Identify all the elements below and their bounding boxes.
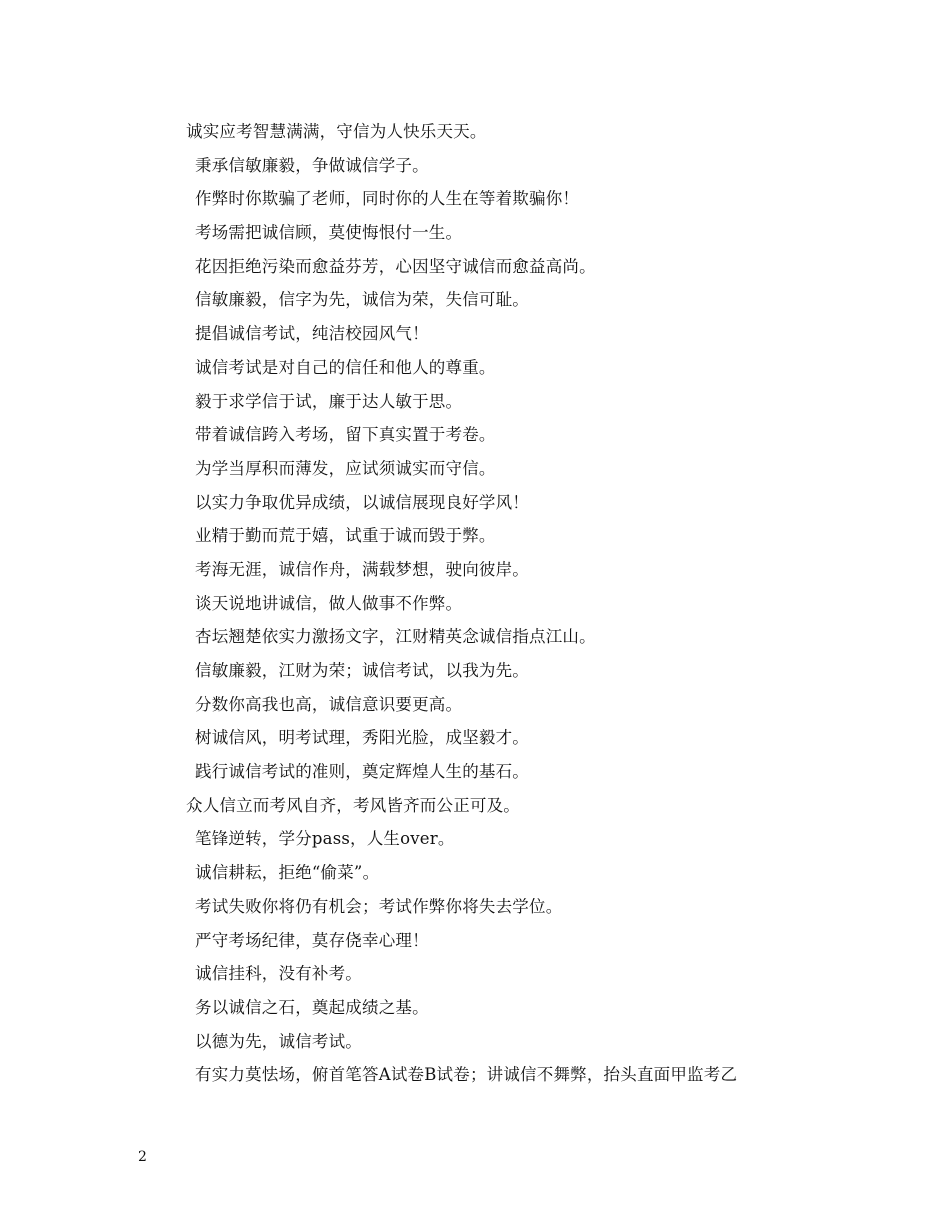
page-number: 2 — [138, 1149, 147, 1165]
text-line-6: 信敏廉毅，信字为先，诚信为荣，失信可耻。 — [195, 290, 529, 310]
text-line-25: 严守考场纪律，莫存侥幸心理！ — [195, 930, 429, 950]
text-line-17: 信敏廉毅，江财为荣；诚信考试，以我为先。 — [195, 661, 529, 680]
document-body — [186, 115, 886, 1092]
text-line-3: 作弊时你欺骗了老师，同时你的人生在等着欺骗你！ — [195, 189, 580, 209]
text-line-19: 树诚信风，明考试理，秀阳光脸，成坚毅才。 — [195, 728, 529, 748]
text-line-11: 为学当厚积而薄发，应试须诚实而守信。 — [195, 458, 496, 478]
text-line-21: 众人信立而考风自齐，考风皆齐而公正可及。 — [186, 795, 520, 815]
text-line-23: 诚信耕耘，拒绝“偷菜”。 — [195, 863, 380, 883]
text-line-27: 务以诚信之石，奠起成绩之基。 — [195, 997, 429, 1017]
text-line-16: 杏坛翘楚依实力激扬文字，江财精英念诚信指点江山。 — [195, 627, 596, 647]
text-line-28: 以德为先，诚信考试。 — [195, 1031, 362, 1051]
text-line-5: 花因拒绝污染而愈益芬芳，心因坚守诚信而愈益高尚。 — [195, 256, 596, 276]
text-line-8: 诚信考试是对自己的信任和他人的尊重。 — [195, 357, 496, 377]
text-line-13: 业精于勤而荒于嬉，试重于诚而毁于弊。 — [195, 526, 496, 546]
text-line-1: 诚实应考智慧满满，守信为人快乐天天。 — [186, 122, 487, 141]
text-line-26: 诚信挂科，没有补考。 — [195, 964, 362, 984]
text-line-7: 提倡诚信考试，纯洁校园风气！ — [195, 324, 429, 344]
text-line-20: 践行诚信考试的准则，奠定辉煌人生的基石。 — [195, 762, 529, 782]
text-line-22: 笔锋逆转，学分pass，人生over。 — [195, 829, 455, 849]
text-line-14: 考海无涯，诚信作舟，满载梦想，驶向彼岸。 — [195, 559, 529, 579]
text-line-2: 秉承信敏廉毅，争做诚信学子。 — [195, 155, 429, 175]
text-line-12: 以实力争取优异成绩，以诚信展现良好学风！ — [195, 492, 529, 512]
text-line-24: 考试失败你将仍有机会；考试作弊你将失去学位。 — [195, 896, 563, 916]
text-line-9: 毅于求学信于试，廉于达人敏于思。 — [195, 391, 463, 411]
text-line-10: 带着诚信跨入考场，留下真实置于考卷。 — [195, 425, 496, 445]
text-line-18: 分数你高我也高，诚信意识要更高。 — [195, 694, 463, 714]
text-line-29: 有实力莫怯场，俯首笔答A试卷B试卷；讲诚信不舞弊，抬头直面甲监考乙 — [195, 1065, 738, 1085]
text-line-4: 考场需把诚信顾，莫使悔恨付一生。 — [195, 223, 463, 243]
text-line-15: 谈天说地讲诚信，做人做事不作弊。 — [195, 593, 463, 613]
